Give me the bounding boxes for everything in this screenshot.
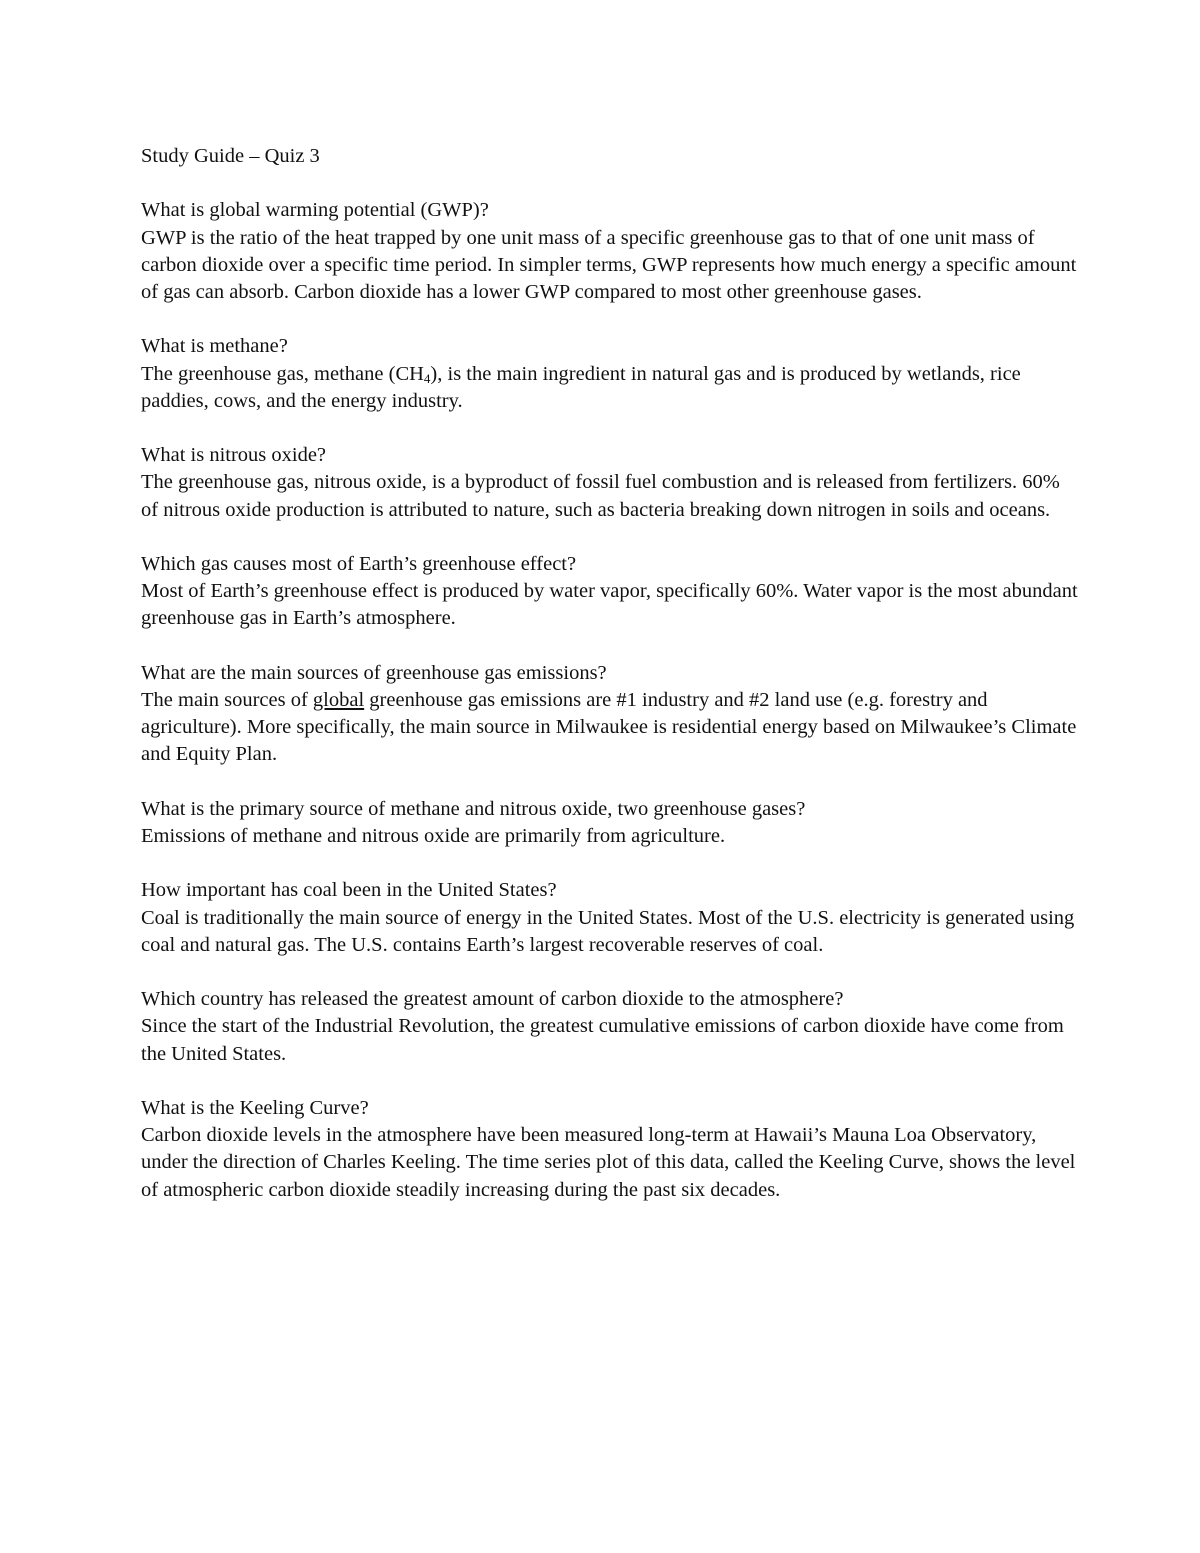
- question: What are the main sources of greenhouse gas emissions?: [141, 661, 607, 684]
- answer-text: The main sources of: [141, 688, 313, 711]
- qa-item-coal: [141, 877, 1081, 959]
- qa-item-nitrous-oxide: [141, 442, 1081, 524]
- question: What is global warming potential (GWP)?: [141, 199, 489, 222]
- question: What is nitrous oxide?: [141, 444, 327, 467]
- qa-item-primary-source: [141, 796, 1081, 850]
- answer: [141, 687, 1081, 769]
- subscript: 4: [423, 370, 431, 386]
- answer: The greenhouse gas, nitrous oxide, is a byproduct of fossil fuel combustion and is released from fertilizers. 60% of nitrous oxide production is attributed to nature, such as bacteria breaking down nitrogen in soils and oceans.: [141, 471, 1060, 521]
- document-page: [141, 143, 1081, 1231]
- answer-text: ), is the main ingredient in natural gas and is produced by wetlands, rice paddies, cows, and the energy industry.: [141, 362, 1021, 412]
- question: What is the Keeling Curve?: [141, 1096, 369, 1119]
- document-title: Study Guide – Quiz 3: [141, 145, 320, 167]
- qa-item-methane: [141, 333, 1081, 415]
- answer: Coal is traditionally the main source of energy in the United States. Most of the U.S. electricity is generated using coal and natural gas. The U.S. contains Earth’s largest recoverable reserves of coal.: [141, 906, 1075, 956]
- answer: [141, 361, 1081, 415]
- qa-item-emission-sources: [141, 660, 1081, 769]
- question: Which country has released the greatest amount of carbon dioxide to the atmosphere?: [141, 988, 844, 1011]
- answer: GWP is the ratio of the heat trapped by one unit mass of a specific greenhouse gas to that of one unit mass of carbon dioxide over a specific time period. In simpler terms, GWP represents how much energy a specific amount of gas can absorb. Carbon dioxide has a lower GWP compared to most other greenhouse gases.: [141, 226, 1077, 303]
- answer: Since the start of the Industrial Revolution, the greatest cumulative emissions of carbon dioxide have come from the United States.: [141, 1015, 1064, 1065]
- question: What is the primary source of methane and nitrous oxide, two greenhouse gases?: [141, 797, 806, 820]
- answer-text: greenhouse gas emissions are #1 industry and #2 land use (e.g. forestry and agriculture). More specifically, the main source in Milwaukee is residential energy based on Milwaukee’s Climate and Equity Plan.: [141, 688, 1077, 766]
- question: What is methane?: [141, 335, 288, 358]
- answer: Emissions of methane and nitrous oxide are primarily from agriculture.: [141, 824, 726, 847]
- question: Which gas causes most of Earth’s greenhouse effect?: [141, 552, 577, 575]
- answer: Most of Earth’s greenhouse effect is produced by water vapor, specifically 60%. Water vapor is the most abundant greenhouse gas in Earth’s atmosphere.: [141, 580, 1078, 630]
- qa-item-greenhouse-effect: [141, 551, 1081, 633]
- underlined-word: global: [312, 688, 365, 711]
- qa-item-gwp: [141, 197, 1081, 306]
- answer-text: The greenhouse gas, methane (CH: [141, 362, 424, 385]
- question: How important has coal been in the United States?: [141, 879, 557, 902]
- qa-item-country-co2: [141, 986, 1081, 1068]
- qa-item-keeling-curve: [141, 1095, 1081, 1204]
- answer: Carbon dioxide levels in the atmosphere have been measured long-term at Hawaii’s Mauna Loa Observatory, under the direction of Charles Keeling. The time series plot of this data, called the Keeling Curve, shows the level of atmospheric carbon dioxide steadily increasing during the past six decades.: [141, 1124, 1076, 1201]
